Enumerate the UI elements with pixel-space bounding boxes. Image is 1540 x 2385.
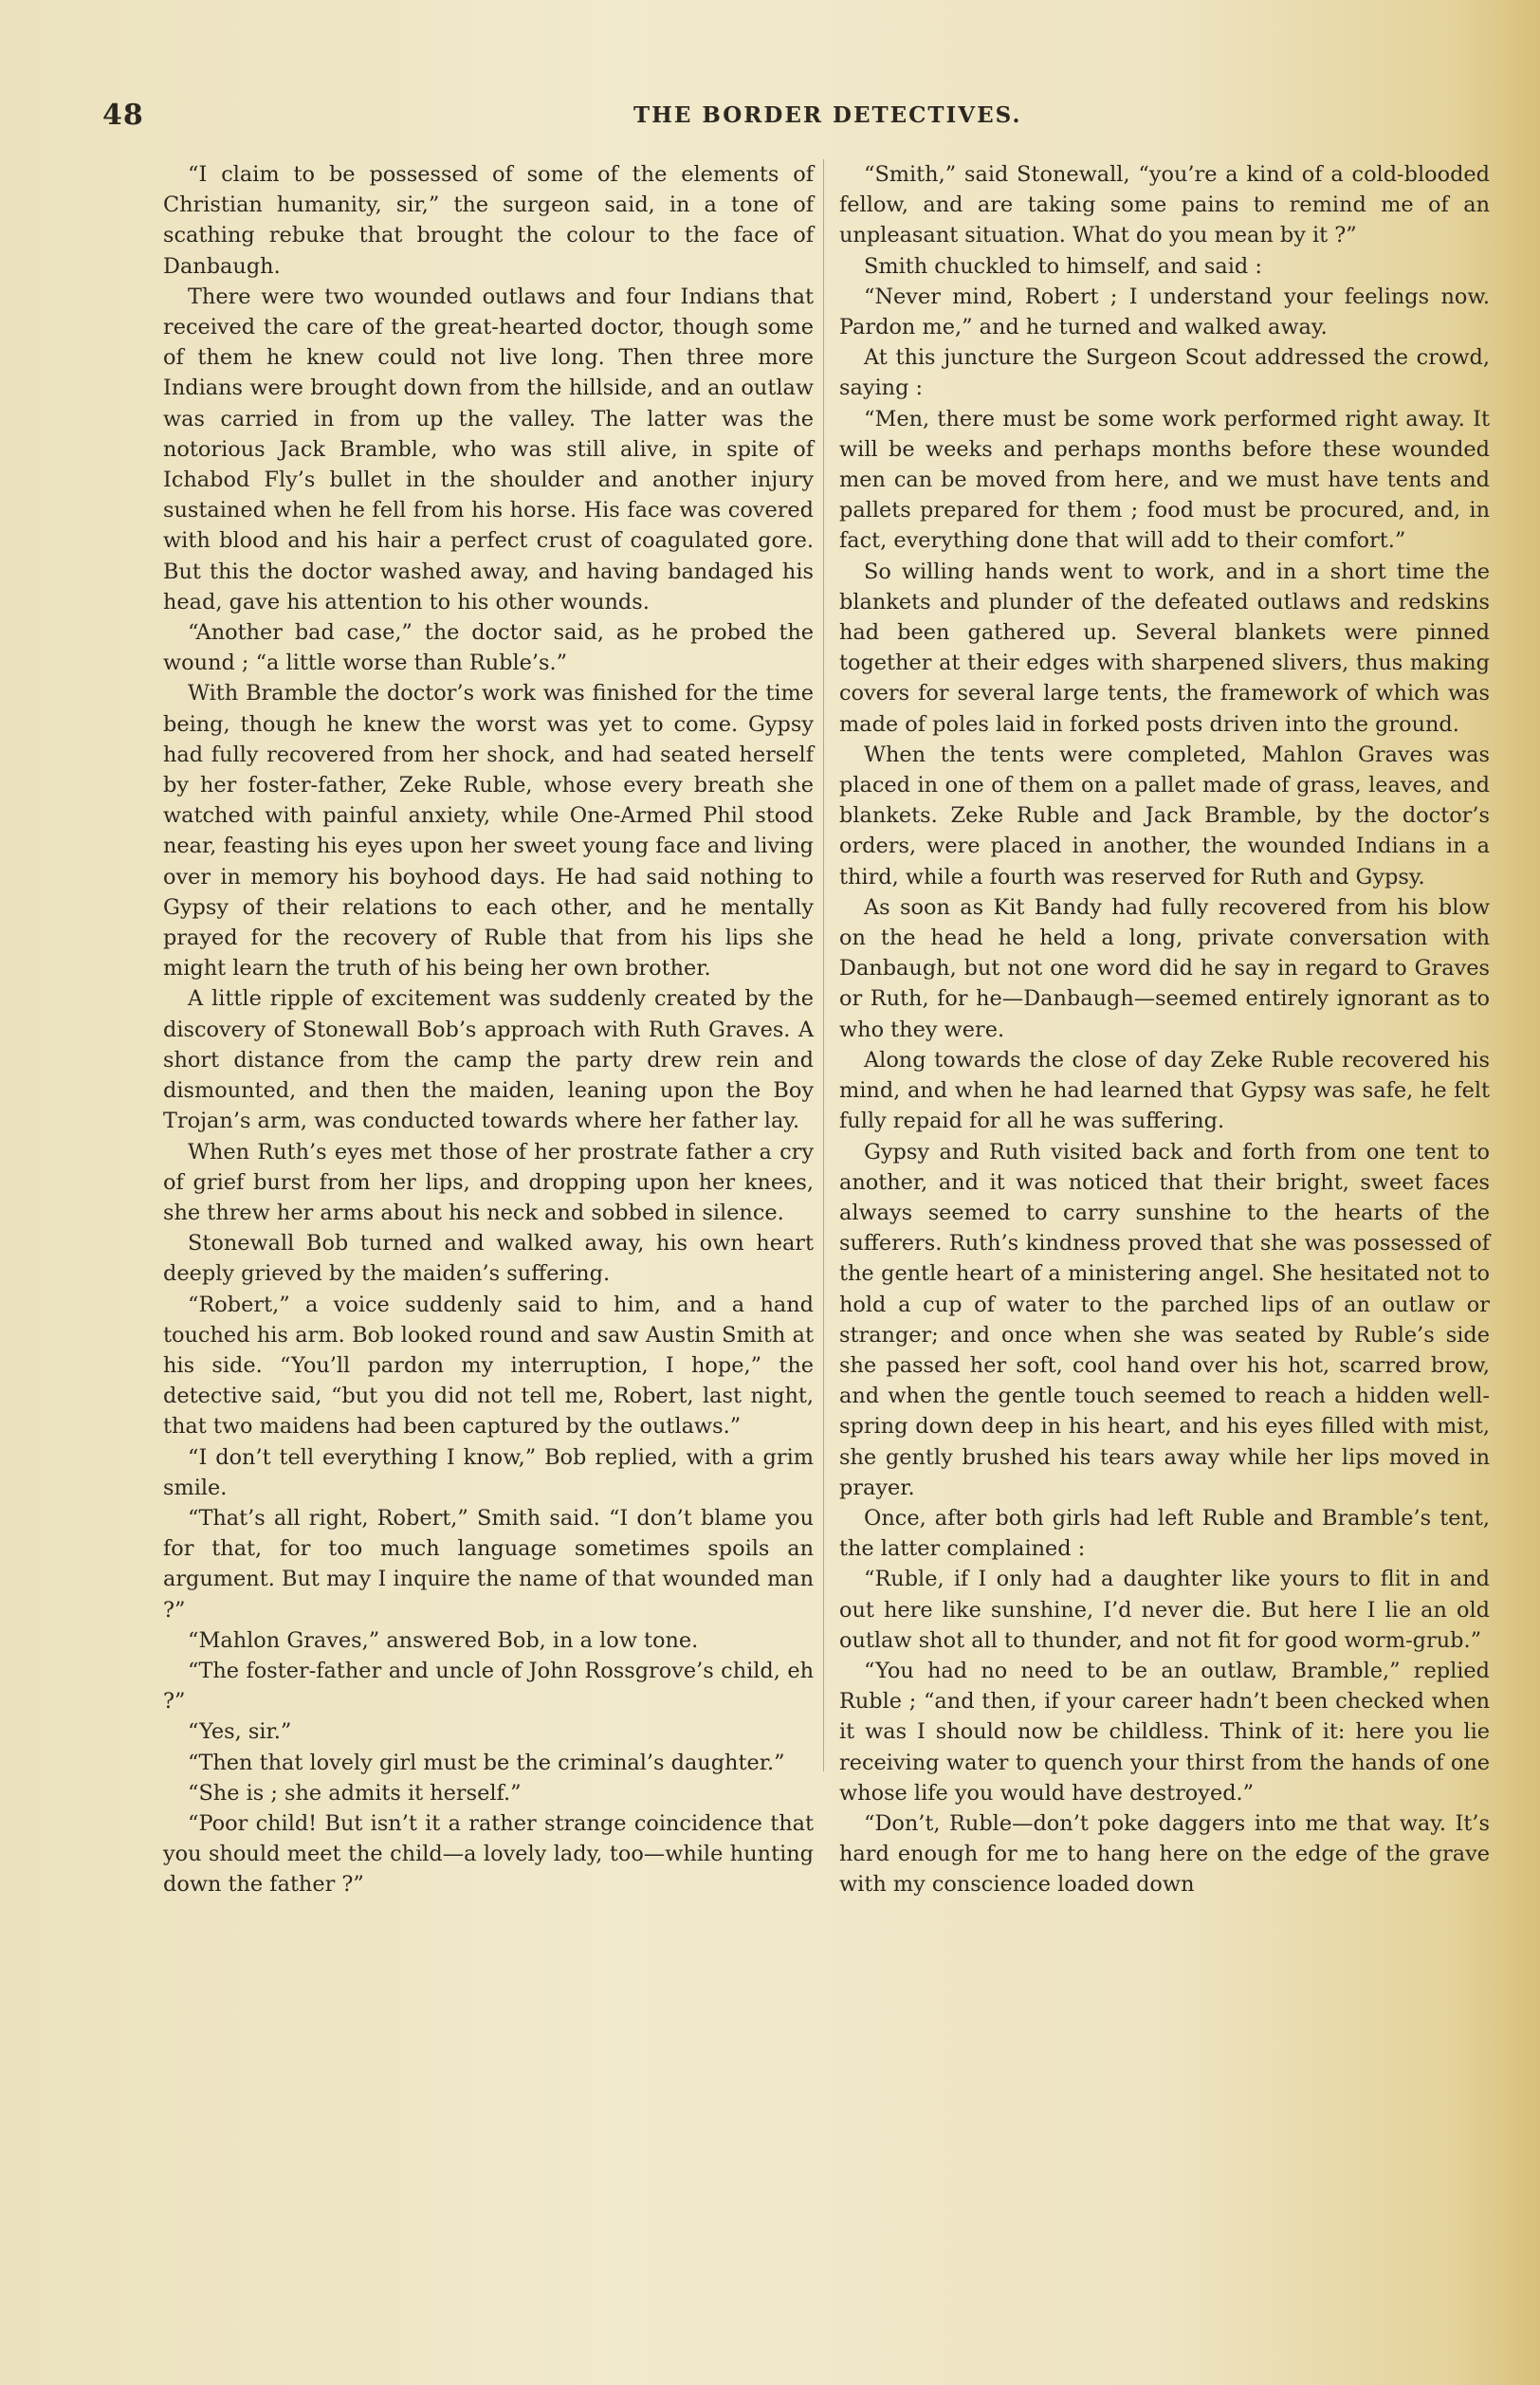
paragraph: “You had no need to be an outlaw, Bramble,” replied Ruble ; “and then, if your career hadn’t been checked when it was I should now be childless. Think of it: here you lie receiving water to quench your thirst from the hands of one whose life you would have destroyed.”: [839, 1658, 1490, 1806]
paragraph: “Then that lovely girl must be the criminal’s daughter.”: [188, 1750, 785, 1775]
paragraph: “Don’t, Ruble—don’t poke daggers into me that way. It’s hard enough for me to hang here on the edge of the grave with my conscience loaded down: [839, 1810, 1490, 1898]
page-header: [102, 99, 1506, 137]
paragraph: There were two wounded outlaws and four Indians that received the care of the great-hearted doctor, though some of them he knew could not live long. Then three more Indians were brought down from the hillside, and an outlaw was carried in from up the valley. The latter was the notorious Jack Bramble, who was still alive, in spite of Ichabod Fly’s bullet in the shoulder and another injury sustained when he fell from his horse. His face was covered with blood and his hair a perfect crust of coagulated gore. But this the doctor washed away, and having bandaged his head, gave his attention to his other wounds.: [163, 284, 814, 615]
paragraph: “The foster-father and uncle of John Rossgrove’s child, eh ?”: [163, 1658, 814, 1715]
paragraph: “I claim to be possessed of some of the elements of Christian humanity, sir,” the surgeon said, in a tone of scathing rebuke that brought the colour to the face of Danbaugh.: [163, 162, 814, 279]
paragraph: “Yes, sir.”: [188, 1719, 292, 1745]
paragraph: “Mahlon Graves,” answered Bob, in a low tone.: [188, 1627, 699, 1653]
paragraph: When Ruth’s eyes met those of her prostrate father a cry of grief burst from her lips, and dropping upon her knees, she threw her arms about his neck and sobbed in silence.: [163, 1139, 814, 1225]
paragraph: Smith chuckled to himself, and said :: [864, 253, 1262, 279]
paragraph: “I don’t tell everything I know,” Bob replied, with a grim smile.: [163, 1444, 814, 1500]
running-title: THE BORDER DETECTIVES.: [633, 102, 1022, 128]
right-column: [839, 159, 1490, 1900]
paragraph: “Men, there must be some work performed right away. It will be weeks and perhaps months before these wounded men can be moved from here, and we must have tents and pallets prepared for them ; food must be procured, and, in fact, everything done that will add to their comfort.”: [839, 406, 1490, 554]
paragraph: “Poor child! But isn’t it a rather strange coincidence that you should meet the child—a lovely lady, too—while hunting down the father ?”: [163, 1810, 814, 1898]
paragraph: “That’s all right, Robert,” Smith said. “I don’t blame you for that, for too much language sometimes spoils an argument. But may I inquire the name of that wounded man ?”: [163, 1505, 814, 1623]
page-number: 48: [102, 99, 144, 132]
paragraph: So willing hands went to work, and in a short time the blankets and plunder of the defeated outlaws and redskins had been gathered up. Several blankets were pinned together at their edges with sharpened slivers, thus making covers for several large tents, the framework of which was made of poles laid in forked posts driven into the ground.: [839, 559, 1490, 737]
paragraph: “Never mind, Robert ; I understand your feelings now. Pardon me,” and he turned and walked away.: [839, 284, 1490, 340]
paragraph: Once, after both girls had left Ruble and Bramble’s tent, the latter complained :: [839, 1505, 1490, 1562]
left-column: [163, 159, 814, 1900]
paragraph: “She is ; she admits it herself.”: [188, 1780, 522, 1806]
paragraph: With Bramble the doctor’s work was finished for the time being, though he knew the worst was yet to come. Gypsy had fully recovered from her shock, and had seated herself by her foster-father, Zeke Ruble, whose every breath she watched with painful anxiety, while One-Armed Phil stood near, feasting his eyes upon her sweet young face and living over in memory his boyhood days. He had said nothing to Gypsy of their relations to each other, and he mentally prayed for the recovery of Ruble that from his lips she might learn the truth of his being her own brother.: [163, 681, 814, 982]
paragraph: “Robert,” a voice suddenly said to him, and a hand touched his arm. Bob looked round and saw Austin Smith at his side. “You’ll pardon my interruption, I hope,” the detective said, “but you did not tell me, Robert, last night, that two maidens had been captured by the outlaws.”: [163, 1292, 814, 1440]
paragraph: When the tents were completed, Mahlon Graves was placed in one of them on a pallet made of grass, leaves, and blankets. Zeke Ruble and Jack Bramble, by the doctor’s orders, were placed in another, the wounded Indians in a third, while a fourth was reserved for Ruth and Gypsy.: [839, 742, 1490, 890]
paragraph: A little ripple of excitement was suddenly created by the discovery of Stonewall Bob’s approach with Ruth Graves. A short distance from the camp the party drew rein and dismounted, and then the maiden, leaning upon the Boy Trojan’s arm, was conducted towards where her father lay.: [163, 986, 814, 1134]
paragraph: “Ruble, if I only had a daughter like yours to flit in and out here like sunshine, I’d never die. But here I lie an old outlaw shot all to thunder, and not fit for good worm-grub.”: [839, 1567, 1490, 1653]
column-divider: [823, 159, 824, 1771]
paragraph: Stonewall Bob turned and walked away, his own heart deeply grieved by the maiden’s suffering.: [163, 1231, 814, 1287]
paragraph: “Another bad case,” the doctor said, as he probed the wound ; “a little worse than Ruble’s.”: [163, 620, 814, 676]
paragraph: As soon as Kit Bandy had fully recovered from his blow on the head he held a long, private conversation with Danbaugh, but not one word did he say in regard to Graves or Ruth, for he—Danbaugh—seemed entirely ignorant as to who they were.: [839, 894, 1490, 1042]
paragraph: At this juncture the Surgeon Scout addressed the crowd, saying :: [839, 345, 1490, 401]
paragraph: Gypsy and Ruth visited back and forth from one tent to another, and it was noticed that their bright, sweet faces always seemed to carry sunshine to the hearts of the sufferers. Ruth’s kindness proved that she was possessed of the gentle heart of a ministering angel. She hesitated not to hold a cup of water to the parched lips of an outlaw or stranger; and once when she was seated by Ruble’s side she passed her soft, cool hand over his hot, scarred brow, and when the gentle touch seemed to reach a hidden well-spring down deep in his heart, and his eyes filled with mist, she gently brushed his tears away while her lips moved in prayer.: [839, 1139, 1490, 1500]
paragraph: Along towards the close of day Zeke Ruble recovered his mind, and when he had learned that Gypsy was safe, he felt fully repaid for all he was suffering.: [839, 1047, 1490, 1134]
paragraph: “Smith,” said Stonewall, “you’re a kind of a cold-blooded fellow, and are taking some pains to remind me of an unpleasant situation. What do you mean by it ?”: [839, 162, 1490, 248]
